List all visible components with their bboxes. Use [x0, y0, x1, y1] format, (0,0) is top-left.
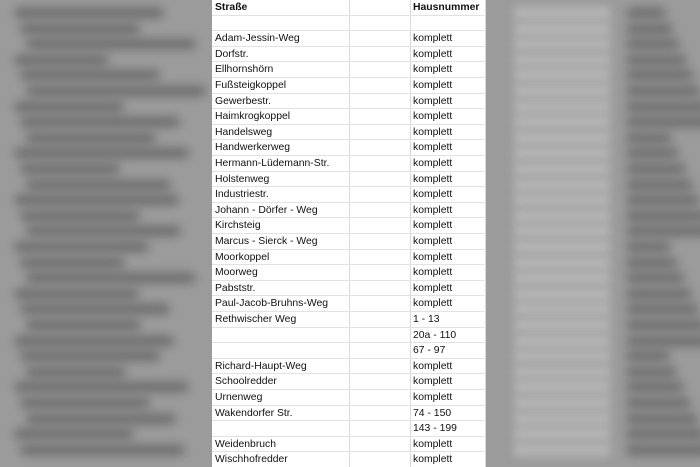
- blurred-row: [626, 180, 693, 190]
- blurred-row: [14, 336, 174, 346]
- table-row: [212, 250, 486, 266]
- header-row: [212, 0, 486, 16]
- table-row: [212, 437, 486, 453]
- blurred-row: [626, 148, 679, 158]
- table-row: [212, 203, 486, 219]
- blurred-row: [626, 117, 700, 127]
- table-row: [212, 265, 486, 281]
- blurred-cell: [514, 318, 610, 332]
- street-cell: [215, 328, 349, 344]
- blurred-cell: [514, 6, 610, 20]
- table-row: [212, 172, 486, 188]
- street-cell: Industriestr.: [215, 189, 269, 201]
- street-cell: Wakendorfer Str.: [215, 407, 293, 419]
- table-row: [212, 16, 486, 32]
- blurred-row: [26, 367, 126, 377]
- blurred-row: [626, 24, 673, 34]
- house-number-cell: komplett: [413, 142, 453, 154]
- blurred-row: [626, 8, 666, 18]
- blurred-cell: [514, 68, 610, 82]
- blurred-cell: [514, 84, 610, 98]
- street-cell: Dorfstr.: [215, 48, 249, 60]
- house-number-cell: komplett: [413, 204, 453, 216]
- house-number-cell: komplett: [413, 438, 453, 450]
- blurred-row: [14, 8, 164, 18]
- blurred-row: [26, 273, 196, 283]
- blurred-row: [626, 211, 700, 221]
- street-cell: [215, 421, 349, 437]
- house-number-cell: komplett: [413, 158, 453, 169]
- house-number-cell: komplett: [413, 173, 453, 185]
- blurred-cell: [514, 22, 610, 36]
- blurred-cell: [514, 365, 610, 379]
- house-number-cell: komplett: [413, 298, 453, 310]
- house-number-cell: 74 - 150: [413, 407, 452, 419]
- house-number-cell: komplett: [413, 33, 453, 45]
- table-row: [212, 281, 486, 297]
- blurred-cell: [514, 100, 610, 114]
- street-cell: Adam-Jessin-Weg: [215, 33, 300, 45]
- spreadsheet-table: [212, 0, 486, 467]
- blurred-row: [20, 304, 170, 314]
- blurred-cell: [514, 224, 610, 238]
- house-number-cell: 143 - 199: [413, 423, 457, 435]
- street-cell: Handelsweg: [215, 126, 273, 138]
- blurred-row: [626, 382, 684, 392]
- blurred-row: [626, 273, 685, 283]
- blurred-row: [626, 164, 686, 174]
- street-cell: Johann - Dörfer - Weg: [215, 204, 318, 216]
- house-number-cell: komplett: [413, 80, 453, 91]
- street-cell: Wischhofredder: [215, 454, 288, 466]
- blurred-row: [626, 445, 700, 455]
- house-number-cell: komplett: [413, 220, 453, 232]
- table-row: [212, 140, 486, 156]
- table-row: [212, 374, 486, 390]
- blurred-row: [626, 398, 691, 408]
- street-cell: Handwerkerweg: [215, 142, 291, 154]
- blurred-cell: [514, 193, 610, 207]
- table-row: [212, 421, 486, 437]
- blurred-row: [626, 367, 677, 377]
- street-cell: Fußsteigkoppel: [215, 80, 287, 91]
- blurred-row: [626, 336, 700, 346]
- table-row: [212, 94, 486, 110]
- street-cell: Rethwischer Weg: [215, 314, 297, 325]
- blurred-cell: [514, 53, 610, 67]
- blurred-cell: [514, 131, 610, 145]
- blurred-row: [626, 55, 687, 65]
- house-number-cell: komplett: [413, 111, 453, 123]
- blurred-row: [626, 320, 700, 330]
- table-row: [212, 31, 486, 47]
- blurred-cell: [514, 256, 610, 270]
- house-number-cell: komplett: [413, 251, 453, 263]
- house-number-cell: komplett: [413, 126, 453, 138]
- blurred-cell: [514, 302, 610, 316]
- blurred-row: [626, 258, 678, 268]
- blurred-row: [626, 226, 700, 236]
- blurred-row: [26, 86, 206, 96]
- street-cell: Urnenweg: [215, 392, 263, 403]
- blurred-cell: [514, 146, 610, 160]
- blurred-row: [26, 226, 181, 236]
- street-cell: Weidenbruch: [215, 438, 277, 450]
- street-cell: Paul-Jacob-Bruhns-Weg: [215, 298, 329, 310]
- blurred-row: [20, 211, 140, 221]
- blurred-cell: [514, 178, 610, 192]
- street-cell: Gewerbestr.: [215, 95, 272, 107]
- blurred-row: [20, 24, 140, 34]
- street-cell: [215, 16, 349, 32]
- blurred-cell: [514, 380, 610, 394]
- table-row: [212, 328, 486, 344]
- table-row: [212, 452, 486, 467]
- blurred-row: [20, 351, 160, 361]
- blurred-cell: [514, 115, 610, 129]
- street-cell: Kirchsteig: [215, 220, 261, 232]
- blurred-background-right: [486, 0, 700, 467]
- street-cell: [215, 343, 349, 359]
- blurred-row: [20, 398, 150, 408]
- street-cell: Pabststr.: [215, 282, 256, 294]
- blurred-row: [626, 289, 692, 299]
- blurred-row: [14, 55, 109, 65]
- street-cell: Ellhornshörn: [215, 64, 274, 76]
- blurred-cell: [514, 240, 610, 254]
- house-number-cell: komplett: [413, 48, 453, 60]
- house-number-cell: 67 - 97: [413, 345, 446, 357]
- blurred-background-left: [0, 0, 212, 467]
- header-street: Straße: [215, 2, 248, 13]
- blurred-row: [26, 320, 141, 330]
- blurred-row: [20, 445, 185, 455]
- table-row: [212, 187, 486, 203]
- table-row: [212, 390, 486, 406]
- house-number-cell: komplett: [413, 454, 453, 466]
- blurred-row: [26, 133, 156, 143]
- blurred-row: [26, 39, 196, 49]
- blurred-row: [626, 351, 670, 361]
- blurred-row: [626, 39, 680, 49]
- blurred-cell: [514, 427, 610, 441]
- blurred-cell: [514, 349, 610, 363]
- house-number-cell: komplett: [413, 236, 453, 247]
- blurred-row: [626, 70, 694, 80]
- table-row: [212, 359, 486, 375]
- house-number-cell: 1 - 13: [413, 314, 440, 325]
- blurred-cell: [514, 287, 610, 301]
- street-cell: Richard-Haupt-Weg: [215, 360, 307, 372]
- blurred-row: [20, 117, 180, 127]
- blurred-cell: [514, 443, 610, 457]
- house-number-cell: komplett: [413, 95, 453, 107]
- house-number-cell: 20a - 110: [413, 329, 457, 341]
- street-cell: Marcus - Sierck - Weg: [215, 236, 318, 247]
- blurred-cell: [514, 412, 610, 426]
- street-cell: Schoolredder: [215, 376, 277, 388]
- house-number-cell: komplett: [413, 376, 453, 388]
- blurred-row: [14, 429, 134, 439]
- table-row: [212, 125, 486, 141]
- blurred-row: [626, 429, 700, 439]
- street-cell: Moorweg: [215, 267, 258, 279]
- blurred-cell: [514, 209, 610, 223]
- blurred-row: [626, 304, 699, 314]
- table-row: [212, 312, 486, 328]
- blurred-row: [14, 148, 189, 158]
- header-house-number: Hausnummer: [413, 2, 480, 13]
- blurred-row: [14, 289, 139, 299]
- blurred-row: [626, 195, 700, 205]
- street-cell: Holstenweg: [215, 173, 270, 185]
- blurred-row: [14, 195, 179, 205]
- table-row: [212, 218, 486, 234]
- blurred-row: [626, 102, 700, 112]
- blurred-row: [14, 382, 189, 392]
- street-cell: Hermann-Lüdemann-Str.: [215, 158, 330, 169]
- blurred-cell: [514, 396, 610, 410]
- blurred-row: [20, 164, 120, 174]
- blurred-cell: [514, 162, 610, 176]
- house-number-cell: komplett: [413, 282, 453, 294]
- blurred-row: [26, 414, 176, 424]
- blurred-cell: [514, 271, 610, 285]
- blurred-row: [14, 102, 124, 112]
- house-number-cell: komplett: [413, 392, 453, 403]
- street-cell: Moorkoppel: [215, 251, 270, 263]
- house-number-cell: komplett: [413, 189, 453, 201]
- house-number-cell: komplett: [413, 64, 453, 76]
- blurred-row: [626, 242, 671, 252]
- house-number-cell: komplett: [413, 267, 453, 279]
- blurred-row: [14, 242, 149, 252]
- table-row: [212, 406, 486, 422]
- blurred-row: [20, 258, 125, 268]
- blurred-row: [26, 180, 171, 190]
- blurred-row: [626, 414, 698, 424]
- table-row: [212, 156, 486, 172]
- table-row: [212, 47, 486, 63]
- blurred-row: [626, 86, 700, 96]
- street-cell: Haimkrogkoppel: [215, 111, 291, 123]
- table-row: [212, 78, 486, 94]
- table-row: [212, 62, 486, 78]
- blurred-row: [20, 70, 160, 80]
- blurred-cell: [514, 37, 610, 51]
- table-row: [212, 234, 486, 250]
- house-number-cell: komplett: [413, 360, 453, 372]
- table-row: [212, 109, 486, 125]
- house-number-cell: [413, 16, 483, 32]
- blurred-row: [626, 133, 672, 143]
- table-row: [212, 343, 486, 359]
- table-row: [212, 296, 486, 312]
- blurred-cell: [514, 334, 610, 348]
